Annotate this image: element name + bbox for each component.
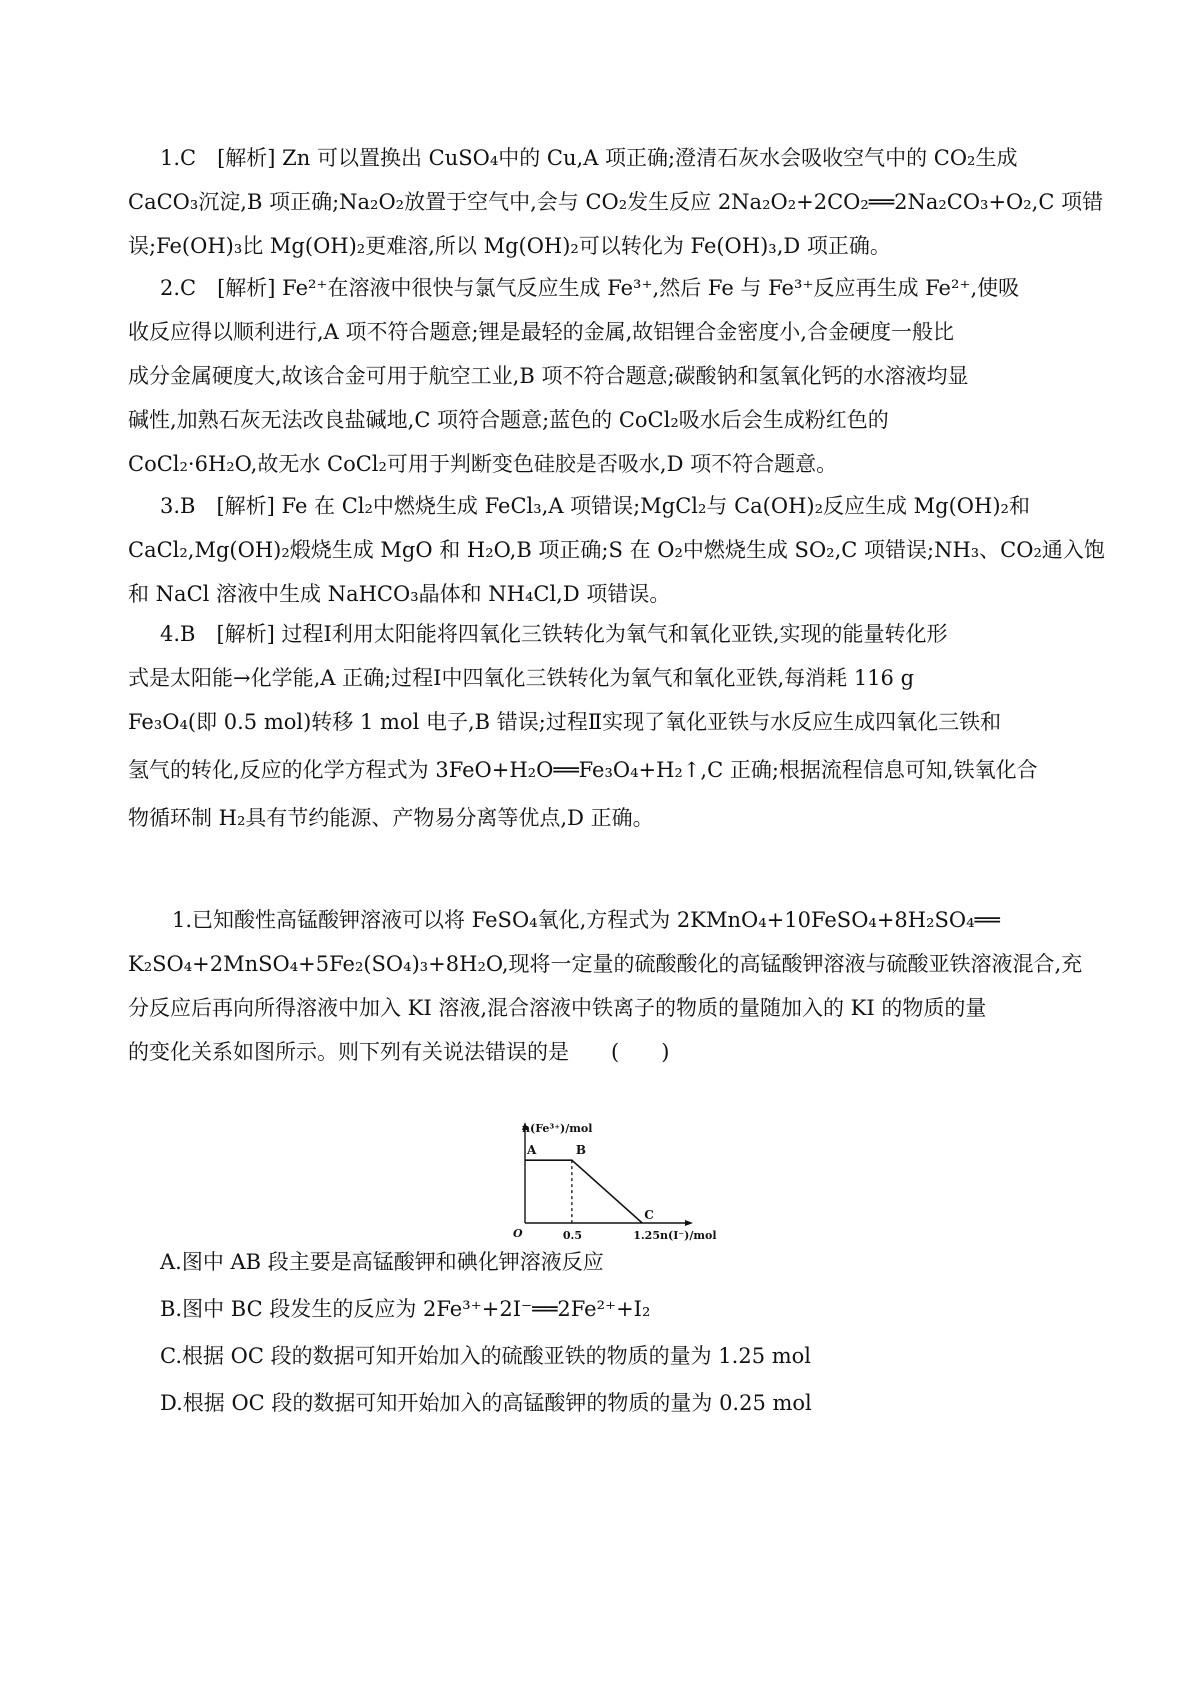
point-label-b: B	[575, 1143, 587, 1158]
fe3-vs-iodide-chart	[505, 1120, 717, 1242]
answer-1-line-1: 1.C [解析] Zn 可以置换出 CuSO₄中的 Cu,A 项正确;澄清石灰水会吸收空气中的 CO₂生成	[160, 146, 1018, 170]
answer-1-line-3: 误;Fe(OH)₃比 Mg(OH)₂更难溶,所以 Mg(OH)₂可以转化为 Fe(OH)₃,D 项正确。	[128, 234, 891, 258]
option-d: D.根据 OC 段的数据可知开始加入的高锰酸钾的物质的量为 0.25 mol	[160, 1391, 812, 1415]
x-axis-label: n(I⁻)/mol	[660, 1229, 717, 1242]
answer-2-line-1: 2.C [解析] Fe²⁺在溶液中很快与氯气反应生成 Fe³⁺,然后 Fe 与 Fe³⁺反应再生成 Fe²⁺,使吸	[160, 276, 1020, 300]
answer-2-line-4: 碱性,加熟石灰无法改良盐碱地,C 项符合题意;蓝色的 CoCl₂吸水后会生成粉红色的	[128, 408, 889, 432]
answer-4-line-4: 氢气的转化,反应的化学方程式为 3FeO+H₂O══Fe₃O₄+H₂↑,C 正确;根据流程信息可知,铁氧化合	[128, 758, 1038, 782]
answer-1	[128, 136, 1104, 268]
answer-4-line-5: 物循环制 H₂具有节约能源、产物易分离等优点,D 正确。	[128, 806, 654, 830]
x-tick-label-0: 0.5	[562, 1229, 583, 1242]
answer-4-line-2: 式是太阳能→化学能,A 正确;过程Ⅰ中四氧化三铁转化为氧气和氧化亚铁,每消耗 116 g	[128, 666, 915, 690]
origin-label: O	[513, 1227, 523, 1240]
answer-2-line-2: 收反应得以顺利进行,A 项不符合题意;锂是最轻的金属,故铝锂合金密度小,合金硬度一般比	[128, 320, 954, 344]
answer-3-line-1: 3.B [解析] Fe 在 Cl₂中燃烧生成 FeCl₃,A 项错误;MgCl₂与 Ca(OH)₂反应生成 Mg(OH)₂和	[160, 494, 1030, 518]
answer-4	[128, 612, 1080, 840]
option-a: A.图中 AB 段主要是高锰酸钾和碘化钾溶液反应	[160, 1250, 604, 1274]
point-label-c: C	[644, 1208, 654, 1222]
y-axis-label: n(Fe³⁺)/mol	[522, 1122, 593, 1135]
question-1-stem	[128, 898, 1083, 1074]
question-line-1: 1.已知酸性高锰酸钾溶液可以将 FeSO₄氧化,方程式为 2KMnO₄+10FeSO₄+8H₂SO₄══	[172, 908, 1000, 932]
x-axis-arrow	[685, 1220, 693, 1226]
point-label-a: A	[527, 1143, 537, 1158]
answer-3-line-2: CaCl₂,Mg(OH)₂煅烧生成 MgO 和 H₂O,B 项正确;S 在 O₂中燃烧生成 SO₂,C 项错误;NH₃、CO₂通入饱	[128, 538, 1105, 562]
answer-3	[128, 484, 1105, 616]
series-line	[525, 1160, 642, 1223]
answer-2	[128, 266, 1080, 486]
option-c: C.根据 OC 段的数据可知开始加入的硫酸亚铁的物质的量为 1.25 mol	[160, 1344, 812, 1368]
option-b: B.图中 BC 段发生的反应为 2Fe³⁺+2I⁻══2Fe²⁺+I₂	[160, 1297, 651, 1321]
question-line-2: K₂SO₄+2MnSO₄+5Fe₂(SO₄)₃+8H₂O,现将一定量的硫酸酸化的高锰酸钾溶液与硫酸亚铁溶液混合,充	[128, 952, 1083, 976]
question-line-4: 的变化关系如图所示。则下列有关说法错误的是 ( )	[128, 1040, 670, 1064]
answer-2-line-5: CoCl₂·6H₂O,故无水 CoCl₂可用于判断变色硅胶是否吸水,D 项不符合题意。	[128, 452, 838, 476]
answer-4-line-3: Fe₃O₄(即 0.5 mol)转移 1 mol 电子,B 错误;过程Ⅱ实现了氧化亚铁与水反应生成四氧化三铁和	[128, 710, 1002, 734]
answer-4-line-1: 4.B [解析] 过程Ⅰ利用太阳能将四氧化三铁转化为氧气和氧化亚铁,实现的能量转化形	[160, 622, 948, 646]
question-line-3: 分反应后再向所得溶液中加入 KI 溶液,混合溶液中铁离子的物质的量随加入的 KI 的物质的量	[128, 996, 987, 1020]
x-tick-label-1: 1.25	[633, 1229, 660, 1242]
answer-3-line-3: 和 NaCl 溶液中生成 NaHCO₃晶体和 NH₄Cl,D 项错误。	[128, 582, 671, 606]
answer-2-line-3: 成分金属硬度大,故该合金可用于航空工业,B 项不符合题意;碳酸钠和氢氧化钙的水溶液均显	[128, 364, 969, 388]
answer-1-line-2: CaCO₃沉淀,B 项正确;Na₂O₂放置于空气中,会与 CO₂发生反应 2Na₂O₂+2CO₂══2Na₂CO₃+O₂,C 项错	[128, 190, 1104, 214]
